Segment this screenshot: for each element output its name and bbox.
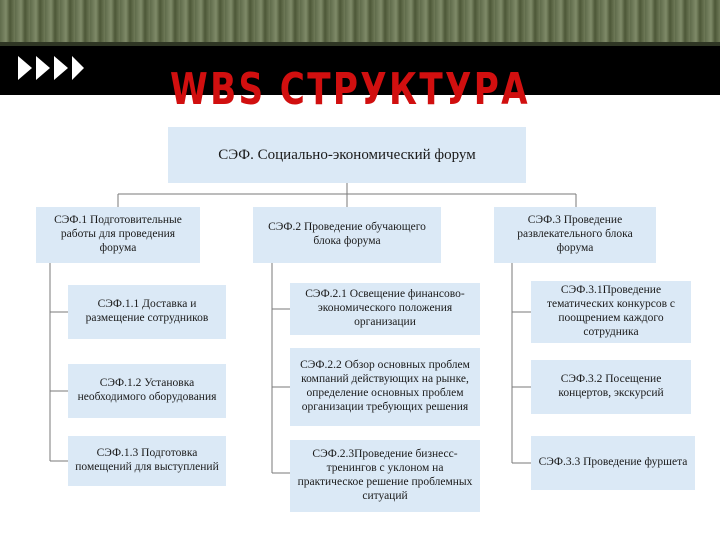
play-arrows-icon [16, 52, 86, 84]
leaf-node-2-3: СЭФ.2.3Проведение бизнесс-тренингов с уклоном на практическое решение проблемных ситуаций [290, 440, 480, 512]
leaf-node-1-2: СЭФ.1.2 Установка необходимого оборудования [68, 364, 226, 418]
branch-node-1: СЭФ.1 Подготовительные работы для проведения форума [36, 207, 200, 263]
decorative-top-band [0, 0, 720, 46]
leaf-node-1-3: СЭФ.1.3 Подготовка помещений для выступлений [68, 436, 226, 486]
slide-title-text: WBS СТРУКТУРА [170, 64, 530, 115]
leaf-node-1-1: СЭФ.1.1 Доставка и размещение сотрудников [68, 285, 226, 339]
leaf-node-2-2: СЭФ.2.2 Обзор основных проблем компаний действующих на рынке, определение основных проблем организации требующих решения [290, 348, 480, 426]
root-node: СЭФ. Социально-экономический форум [168, 127, 526, 183]
leaf-node-2-1: СЭФ.2.1 Освещение финансово-экономического положения организации [290, 283, 480, 335]
leaf-node-3-1: СЭФ.3.1Проведение тематических конкурсов с поощрением каждого сотрудника [531, 281, 691, 343]
leaf-node-3-2: СЭФ.3.2 Посещение концертов, экскурсий [531, 360, 691, 414]
branch-node-3: СЭФ.3 Проведение развлекательного блока форума [494, 207, 656, 263]
slide-title [160, 62, 540, 114]
leaf-node-3-3: СЭФ.3.3 Проведение фуршета [531, 436, 695, 490]
branch-node-2: СЭФ.2 Проведение обучающего блока форума [253, 207, 441, 263]
